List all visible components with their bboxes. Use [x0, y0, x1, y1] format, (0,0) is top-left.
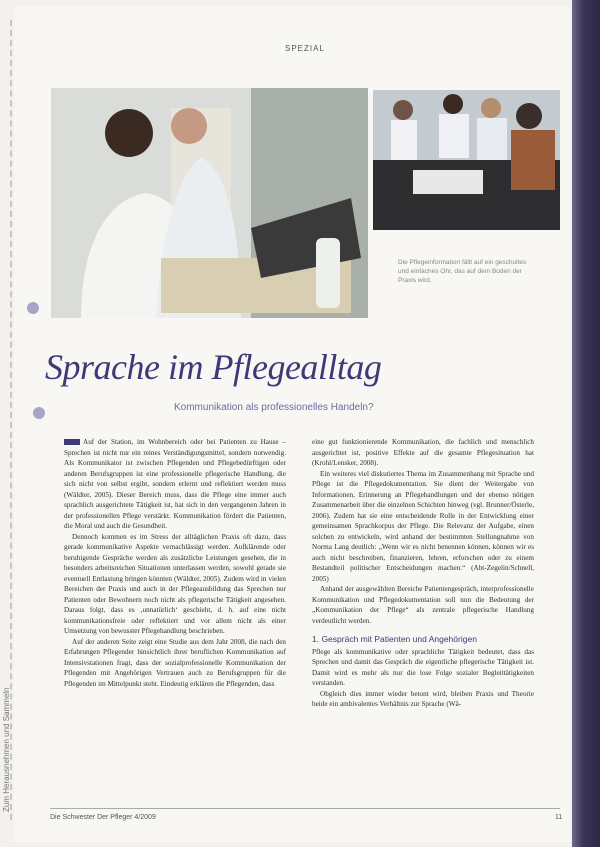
paragraph: Pflege als kommunikative oder sprachliche Tätigkeit bedeutet, dass das Sprechen und damit das Gespräch die eigentliche pflegerische Tätigkeit ist. Damit wird es mehr als nur die lose Folge sozialer Begleittätigkeiten verstanden.	[312, 647, 534, 687]
section-header: SPEZIAL	[285, 44, 325, 53]
side-label: Zum Herausnehmen und Sammeln	[2, 687, 11, 812]
article-subtitle: Kommunikation als professionelles Handeln?	[174, 402, 374, 413]
main-photo	[51, 88, 368, 318]
footer-journal: Die Schwester Der Pfleger 4/2009	[50, 814, 156, 821]
side-photo	[373, 90, 560, 230]
article-column-right	[312, 437, 534, 710]
article-title: Sprache im Pflegealltag	[45, 347, 382, 387]
paragraph: eine gut funktionierende Kommunikation, die fachlich und menschlich ausgerichtet ist, positive Effekte auf die gesamte Pflegesituation hat (Krohl/Lensker, 2008).	[312, 438, 534, 467]
article-column-left	[64, 437, 286, 689]
footer-rule	[50, 808, 560, 809]
side-photo-illustration	[373, 90, 560, 230]
paragraph: Auf der anderen Seite zeigt eine Studie aus dem Jahr 2008, die nach den Erfahrungen Pflegender hinsichtlich ihrer beruflichen Kommunikation auf Intensivstationen fragt, dass der sozialprofessionelle Kommunikation der Pflegenden mit Angehörigen Vertrauen auch zu Berufsgruppen für die Pflegenden im Mittelpunkt steht. Eindeutig erklären die Pflegenden, dass	[64, 637, 286, 688]
page-dot-marker	[33, 407, 45, 419]
paragraph: Ein weiteres viel diskutiertes Thema im Zusammenhang mit Sprache und Pflege ist die Pflegedokumentation. Sie dient der Weitergabe von Informationen, Erinnerung an Pflegehandlungen und der ebenso nötigen Zusammenarbeit über die einzelnen Schichten hinweg (vgl. Brunner/Österle, 2006). Zudem hat sie eine entscheidende Rolle in der Entwicklung einer gemeinsamen Sprachkorpus der Pflege. Die Relevanz der Aufgabe, einen solchen zu entwickeln, wird anhand der bestimmten Stellungnahme von Norma Lang deutlich: „Wenn wir es nicht benennen können, können wir es auch nicht beschreiben, finanzieren, lehren, erforschen oder zu einem Bestandteil politischer Entscheidungen machen.“ (Abt-Zegelin/Schnell, 2005)	[312, 469, 534, 583]
page-number: 11	[555, 814, 563, 821]
main-photo-illustration	[51, 88, 368, 318]
paragraph	[64, 437, 286, 532]
lead-marker	[64, 439, 80, 445]
paragraph: Obgleich dies immer wieder betont wird, bleiben Praxis und Theorie beide ein ambivalentes Verhältnis zur Sprache (Wä-	[312, 689, 534, 708]
paragraph: Dennoch kommen es im Stress der alltäglichen Praxis oft dazu, dass gerade kommunikative Aspekte vernachlässigt werden. Aufklärende oder beruhigende Gespräche werden als zusätzliche Leistungen gesehen, die in besonders arbeitsreichen Situationen unterlassen werden, sowohl gerade sie eventuell Entlastung bringen könnten (Wäldter, 2005). Zudem wird in vielen Bereichen der Praxis und auch in der Pflegeausbildung das Sprechen nur Patienten oder Bewohnern noch nicht als pflegerische Tätigkeit angesehen. Daraus folgt, dass es ‚unnatürlich‘ geschieht, d. h. auf eine nicht kommunikationsfreie oder reflektiert und vor allem nicht als einer Umsetzung von bewusster Pflegehandlung beschrieben.	[64, 532, 286, 635]
section-heading: 1. Gespräch mit Patienten und Angehörigen	[312, 634, 477, 644]
paragraph-text: Auf der Station, im Wohnbereich oder bei Patienten zu Hause – Sprechen ist nicht nur ein reines Verständigungsmittel, sondern notwendig. Als Kommunikator ist zwischen Pflegenden und Pflegebedürftigen oder anderen Berufsgruppen ist eine professionelle pflegerische Handlung, die sich nicht von selbst ergibt, sondern erlernt und reflektiert werden muss (Wäldter, 2005). Dieser Bereich muss, dass die Pflege eine immer auch sprachlich ausgerichtete Tätigkeit ist, hat sich in den vergangenen Jahren in der professionellen Pflege verstärkt. Kommunikation fördert die Patienten, die Moral und auch die Gesundheit.	[64, 438, 286, 530]
photo-caption: Die Pflegeinformation fällt auf ein geschultes und einfaches Ohr, das auf dem Boden der Praxis wird.	[398, 259, 527, 284]
page-edge-strip	[572, 0, 600, 847]
paragraph: Anhand der ausgewählten Bereiche Patientengespräch, interprofessionelle Kommunikation und Pflegedokumentation soll nun die Bedeutung der „Kommunikation der Pflege“ als zentrale pflegerische Handlung verdeutlicht werden.	[312, 585, 534, 625]
page-dot-marker	[27, 302, 39, 314]
